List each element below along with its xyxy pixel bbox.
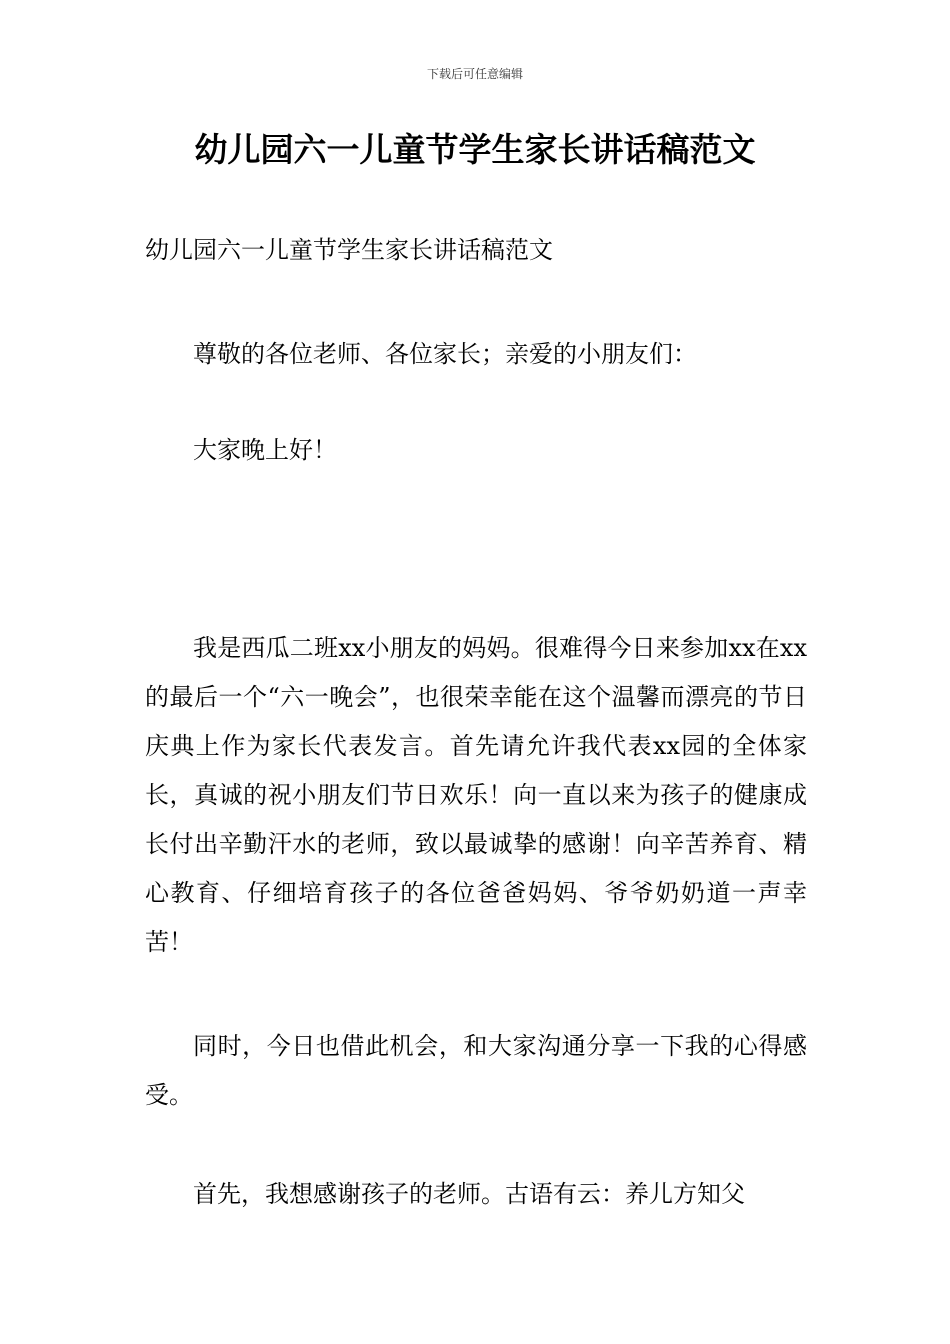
paragraph-sharing: 同时，今日也借此机会，和大家沟通分享一下我的心得感受。 <box>145 1032 807 1109</box>
paragraph-introduction: 我是西瓜二班xx小朋友的妈妈。很难得今日来参加xx在xx的最后一个“六一晚会”，也很荣幸能在这个温馨而漂亮的节日庆典上作为家长代表发言。首先请允许我代表xx园的全体家长，真诚的祝小朋友们节日欢乐！向一直以来为孩子的健康成长付出辛勤汗水的老师，致以最诚挚的感谢！向辛苦养育、精心教育、仔细培育孩子的各位爸爸妈妈、爷爷奶奶道一声幸苦！ <box>145 634 807 956</box>
document-subtitle: 幼儿园六一儿童节学生家长讲话稿范文 <box>145 236 553 264</box>
header-note: 下载后可任意编辑 <box>426 67 523 81</box>
page-title: 幼儿园六一儿童节学生家长讲话稿范文 <box>194 130 756 169</box>
paragraph-salutation: 大家晚上好！ <box>193 436 337 464</box>
paragraph-thanks-teacher: 首先，我想感谢孩子的老师。古语有云：养儿方知父 <box>193 1180 745 1208</box>
paragraph-greeting: 尊敬的各位老师、各位家长；亲爱的小朋友们： <box>193 340 697 368</box>
